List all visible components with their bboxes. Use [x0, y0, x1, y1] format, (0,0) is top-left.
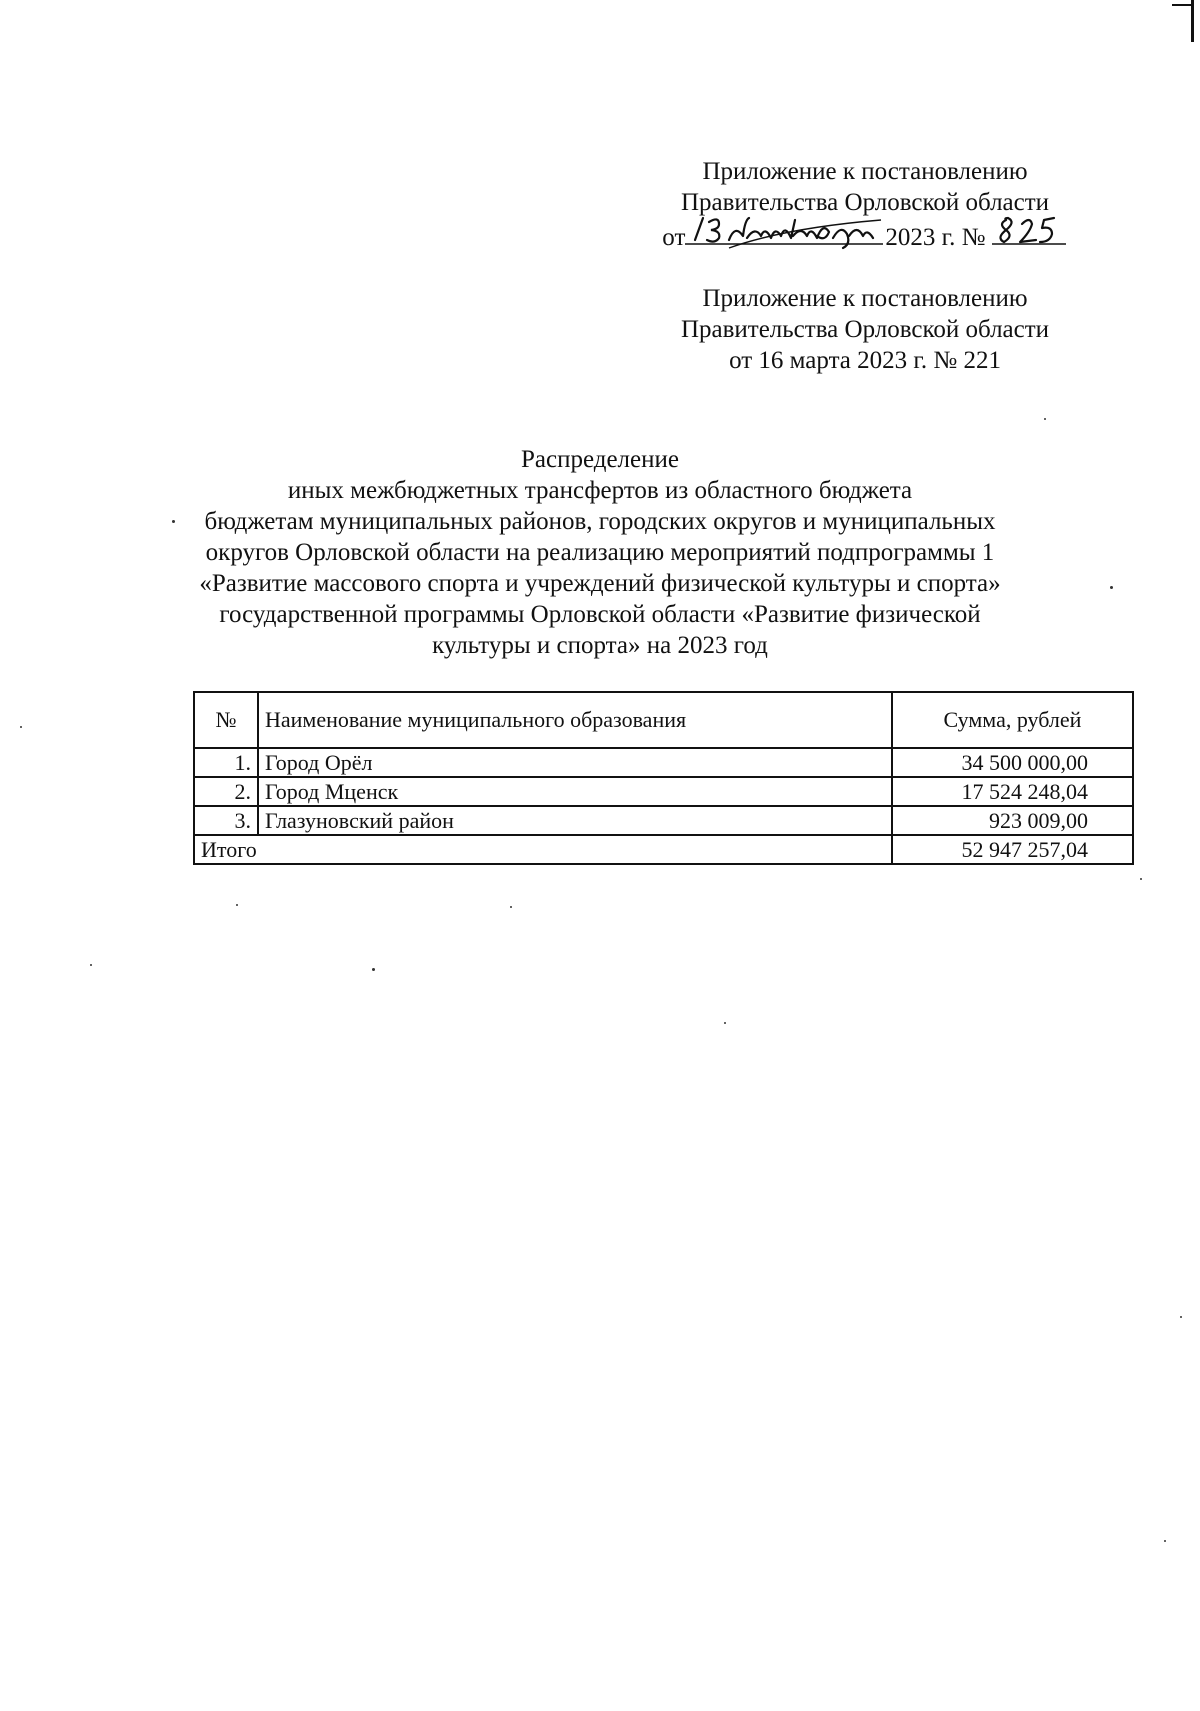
distribution-table-wrapper [193, 691, 1090, 865]
row-municipality: Глазуновский район [258, 806, 892, 835]
annex-current-line1: Приложение к постановлению [702, 158, 1028, 185]
title-line: государственной программы Орловской области «Развитие физической [219, 601, 981, 628]
scan-speck [372, 968, 375, 971]
scan-speck [172, 520, 175, 523]
title-line: округов Орловской области на реализацию мероприятий подпрограммы 1 [205, 539, 995, 566]
table-row [194, 806, 1133, 835]
scan-speck [236, 904, 238, 906]
scan-speck [20, 726, 22, 728]
annex-previous-line2: Правительства Орловской области [680, 316, 1050, 343]
total-label: Итого [194, 835, 892, 864]
row-sum: 34 500 000,00 [892, 748, 1133, 777]
annex-current-line2: Правительства Орловской области [680, 189, 1050, 216]
row-sum: 17 524 248,04 [892, 777, 1133, 806]
scan-speck [1164, 1540, 1166, 1542]
handwritten-number [992, 218, 1068, 248]
annex-header-current [630, 156, 1100, 253]
annex-date-prefix: от [662, 224, 686, 251]
document-title [120, 444, 1080, 661]
annex-previous-line3: от 16 марта 2023 г. № 221 [729, 347, 1001, 374]
scan-speck [1110, 586, 1113, 589]
annex-header-previous [630, 283, 1100, 376]
row-municipality: Город Орёл [258, 748, 892, 777]
header-sum: Сумма, рублей [892, 692, 1133, 748]
table-row [194, 748, 1133, 777]
scan-corner-mark [1191, 0, 1194, 42]
header-municipality: Наименование муниципального образования [258, 692, 892, 748]
row-municipality: Город Мценск [258, 777, 892, 806]
table-row [194, 777, 1133, 806]
header-number: № [194, 692, 258, 748]
scan-corner-mark-horizontal [1172, 4, 1194, 6]
table-header-row [194, 692, 1133, 748]
row-number: 3. [194, 806, 258, 835]
scan-speck [510, 906, 512, 908]
row-number: 1. [194, 748, 258, 777]
row-sum: 923 009,00 [892, 806, 1133, 835]
title-line: культуры и спорта» на 2023 год [432, 632, 768, 659]
scan-speck [90, 964, 92, 966]
title-line: «Развитие массового спорта и учреждений физической культуры и спорта» [199, 570, 1001, 597]
scan-speck [1180, 1316, 1182, 1318]
table-total-row [194, 835, 1133, 864]
scan-speck [1140, 878, 1142, 880]
annex-date-year: 2023 г. № [885, 224, 986, 251]
title-line: бюджетам муниципальных районов, городских округов и муниципальных [204, 508, 996, 535]
annex-current-date-line [630, 218, 1100, 253]
handwritten-date [685, 218, 885, 248]
distribution-table [193, 691, 1134, 865]
row-number: 2. [194, 777, 258, 806]
annex-previous-line1: Приложение к постановлению [702, 285, 1028, 312]
scan-speck [724, 1022, 726, 1024]
scan-speck [1044, 418, 1046, 420]
title-line: иных межбюджетных трансфертов из областного бюджета [287, 477, 913, 504]
title-line: Распределение [521, 446, 679, 473]
total-sum: 52 947 257,04 [892, 835, 1133, 864]
